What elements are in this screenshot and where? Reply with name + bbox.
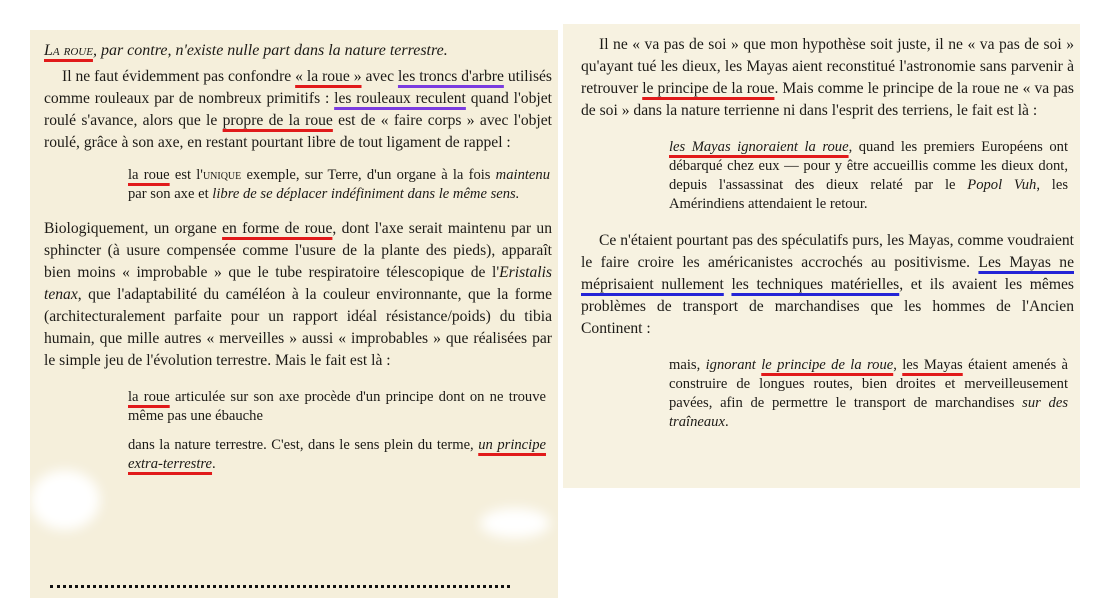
text-span: est de « faire corps » avec l'objet roulé, grâce à son axe, en restant pourtant libre de tout ligament de rappel :	[44, 112, 552, 151]
text-span: , les Amérindiens attendaient le retour.	[669, 177, 1069, 212]
intro-paragraph	[44, 40, 552, 62]
highlight-principe-de-la-roue: le principe de la roue	[761, 357, 894, 373]
text-span: Ce n'étaient pourtant pas des spéculatifs purs, les Mayas, comme voudraient le faire croire les américanistes accrochés au positivisme.	[581, 232, 1074, 271]
text-span: par son axe et	[128, 186, 209, 202]
text-eristalis-tenax: Eristalis tenax	[44, 264, 552, 303]
highlight-la-roue-quoted: « la roue »	[295, 68, 362, 85]
text-span: , quand les premiers Européens ont débarqué chez eux — pour y être accueillis comme les dieux dont, depuis l'assassinat des dieux relaté par le	[669, 139, 1069, 193]
text-ignorant: ignorant	[705, 357, 756, 373]
highlight-techniques-materielles: les techniques matérielles	[731, 276, 900, 293]
highlight-mayas-ignoraient-la-roue: les Mayas ignoraient la roue	[669, 139, 849, 155]
quote-articulated-wheel	[128, 388, 546, 426]
left-page-scan	[30, 30, 558, 598]
text-span: , dont l'axe serait maintenu par un sphincter (à usure compensée comme l'usure de la plante des pieds), apparaît bien moins « improbable » que le tube respiratoire télescopique de l'	[44, 220, 552, 281]
highlight-propre-de-la-roue: propre de la roue	[222, 112, 333, 129]
highlight-rouleaux-reculent: les rouleaux reculent	[334, 90, 466, 107]
highlight-mayas-ne-meprisaient: Les Mayas ne méprisaient nullement	[581, 254, 1074, 293]
text-span: . Mais comme le principe de la roue ne « va pas de soi » dans la nature terrienne ni dans l'esprit des terriens, le fait est là :	[581, 80, 1074, 119]
quote-unique-example	[128, 166, 550, 204]
quote-ignorant-la-roue	[669, 356, 1068, 432]
text-span: exemple, sur Terre, d'un organe à la fois	[246, 167, 491, 183]
text-span: , que l'adaptabilité du caméléon à la couleur environnante, que la forme (architecturalement parfaite pour un rapport idéal résistance/poids) du tibia humain, que mille autres « merveilles » aussi « improbables » que réalisées par le simple jeu de l'évolution terrestre. Mais le fait est là :	[44, 286, 552, 369]
speculatifs-paragraph	[581, 230, 1074, 340]
scan-smudge	[480, 508, 550, 538]
highlight-la-roue: La roue	[44, 42, 93, 59]
highlight-la-roue: la roue	[128, 167, 170, 183]
scan-smudge	[30, 470, 100, 530]
text-span: articulée sur son axe procède d'un principe dont on ne trouve même pas une ébauche	[128, 389, 546, 424]
highlight-troncs-d-arbre: les troncs d'arbre	[397, 68, 504, 85]
text-span: .	[212, 456, 216, 472]
highlight-principe-extra-terrestre: un principe extra-terrestre	[128, 437, 546, 472]
text-span: ,	[893, 357, 897, 373]
text-span: quand l'objet roulé s'avance, alors que le	[44, 90, 552, 129]
right-page-scan	[563, 24, 1080, 488]
text-sur-des-traineaux: sur des traîneaux	[669, 395, 1068, 430]
text-span: Il ne « va pas de soi » que mon hypothèse soit juste, il ne « va pas de soi » qu'ayant tué les dieux, les Mayas aient reconstitué l'astronomie sans parvenir à retrouver	[581, 36, 1074, 97]
text-popol-vuh: Popol Vuh	[967, 177, 1037, 193]
text-unique-smallcaps: unique	[202, 167, 242, 183]
quote-mayas-ignoraient	[669, 138, 1068, 214]
highlight-en-forme-de-roue: en forme de roue	[222, 220, 333, 237]
text-libre: libre de se déplacer indéfiniment dans le même sens.	[212, 186, 520, 202]
highlight-principe-de-la-roue: le principe de la roue	[642, 80, 775, 97]
text-span: .	[724, 414, 729, 430]
text-span: dans la nature terrestre. C'est, dans le sens plein du terme,	[128, 437, 474, 453]
biology-paragraph	[44, 218, 552, 372]
hypothesis-paragraph	[581, 34, 1074, 122]
quote-extraterrestrial	[128, 436, 546, 474]
text-span: étaient amenés à construire de longues routes, bien droites et merveilleusement pavées, afin de permettre le transport de marchandises	[669, 357, 1068, 411]
text-span: utilisés comme rouleaux par de nombreux primitifs :	[44, 68, 552, 107]
text-span: Biologiquement, un organe	[44, 220, 217, 237]
definition-paragraph	[44, 66, 552, 154]
text-span: mais,	[669, 357, 701, 373]
highlight-les-mayas: les Mayas	[902, 357, 963, 373]
dotted-divider	[50, 585, 510, 588]
highlight-la-roue: la roue	[128, 389, 170, 405]
text-span: , et ils avaient les mêmes problèmes de transport de marchandises que les hommes de l'Ancien Continent :	[581, 276, 1074, 337]
text-span: est l'	[174, 167, 203, 183]
intro-text: , par contre, n'existe nulle part dans la nature terrestre.	[92, 42, 448, 59]
text-span: avec	[365, 68, 395, 85]
text-maintenu: maintenu	[495, 167, 550, 183]
text-span: Il ne faut évidemment pas confondre	[62, 68, 292, 85]
